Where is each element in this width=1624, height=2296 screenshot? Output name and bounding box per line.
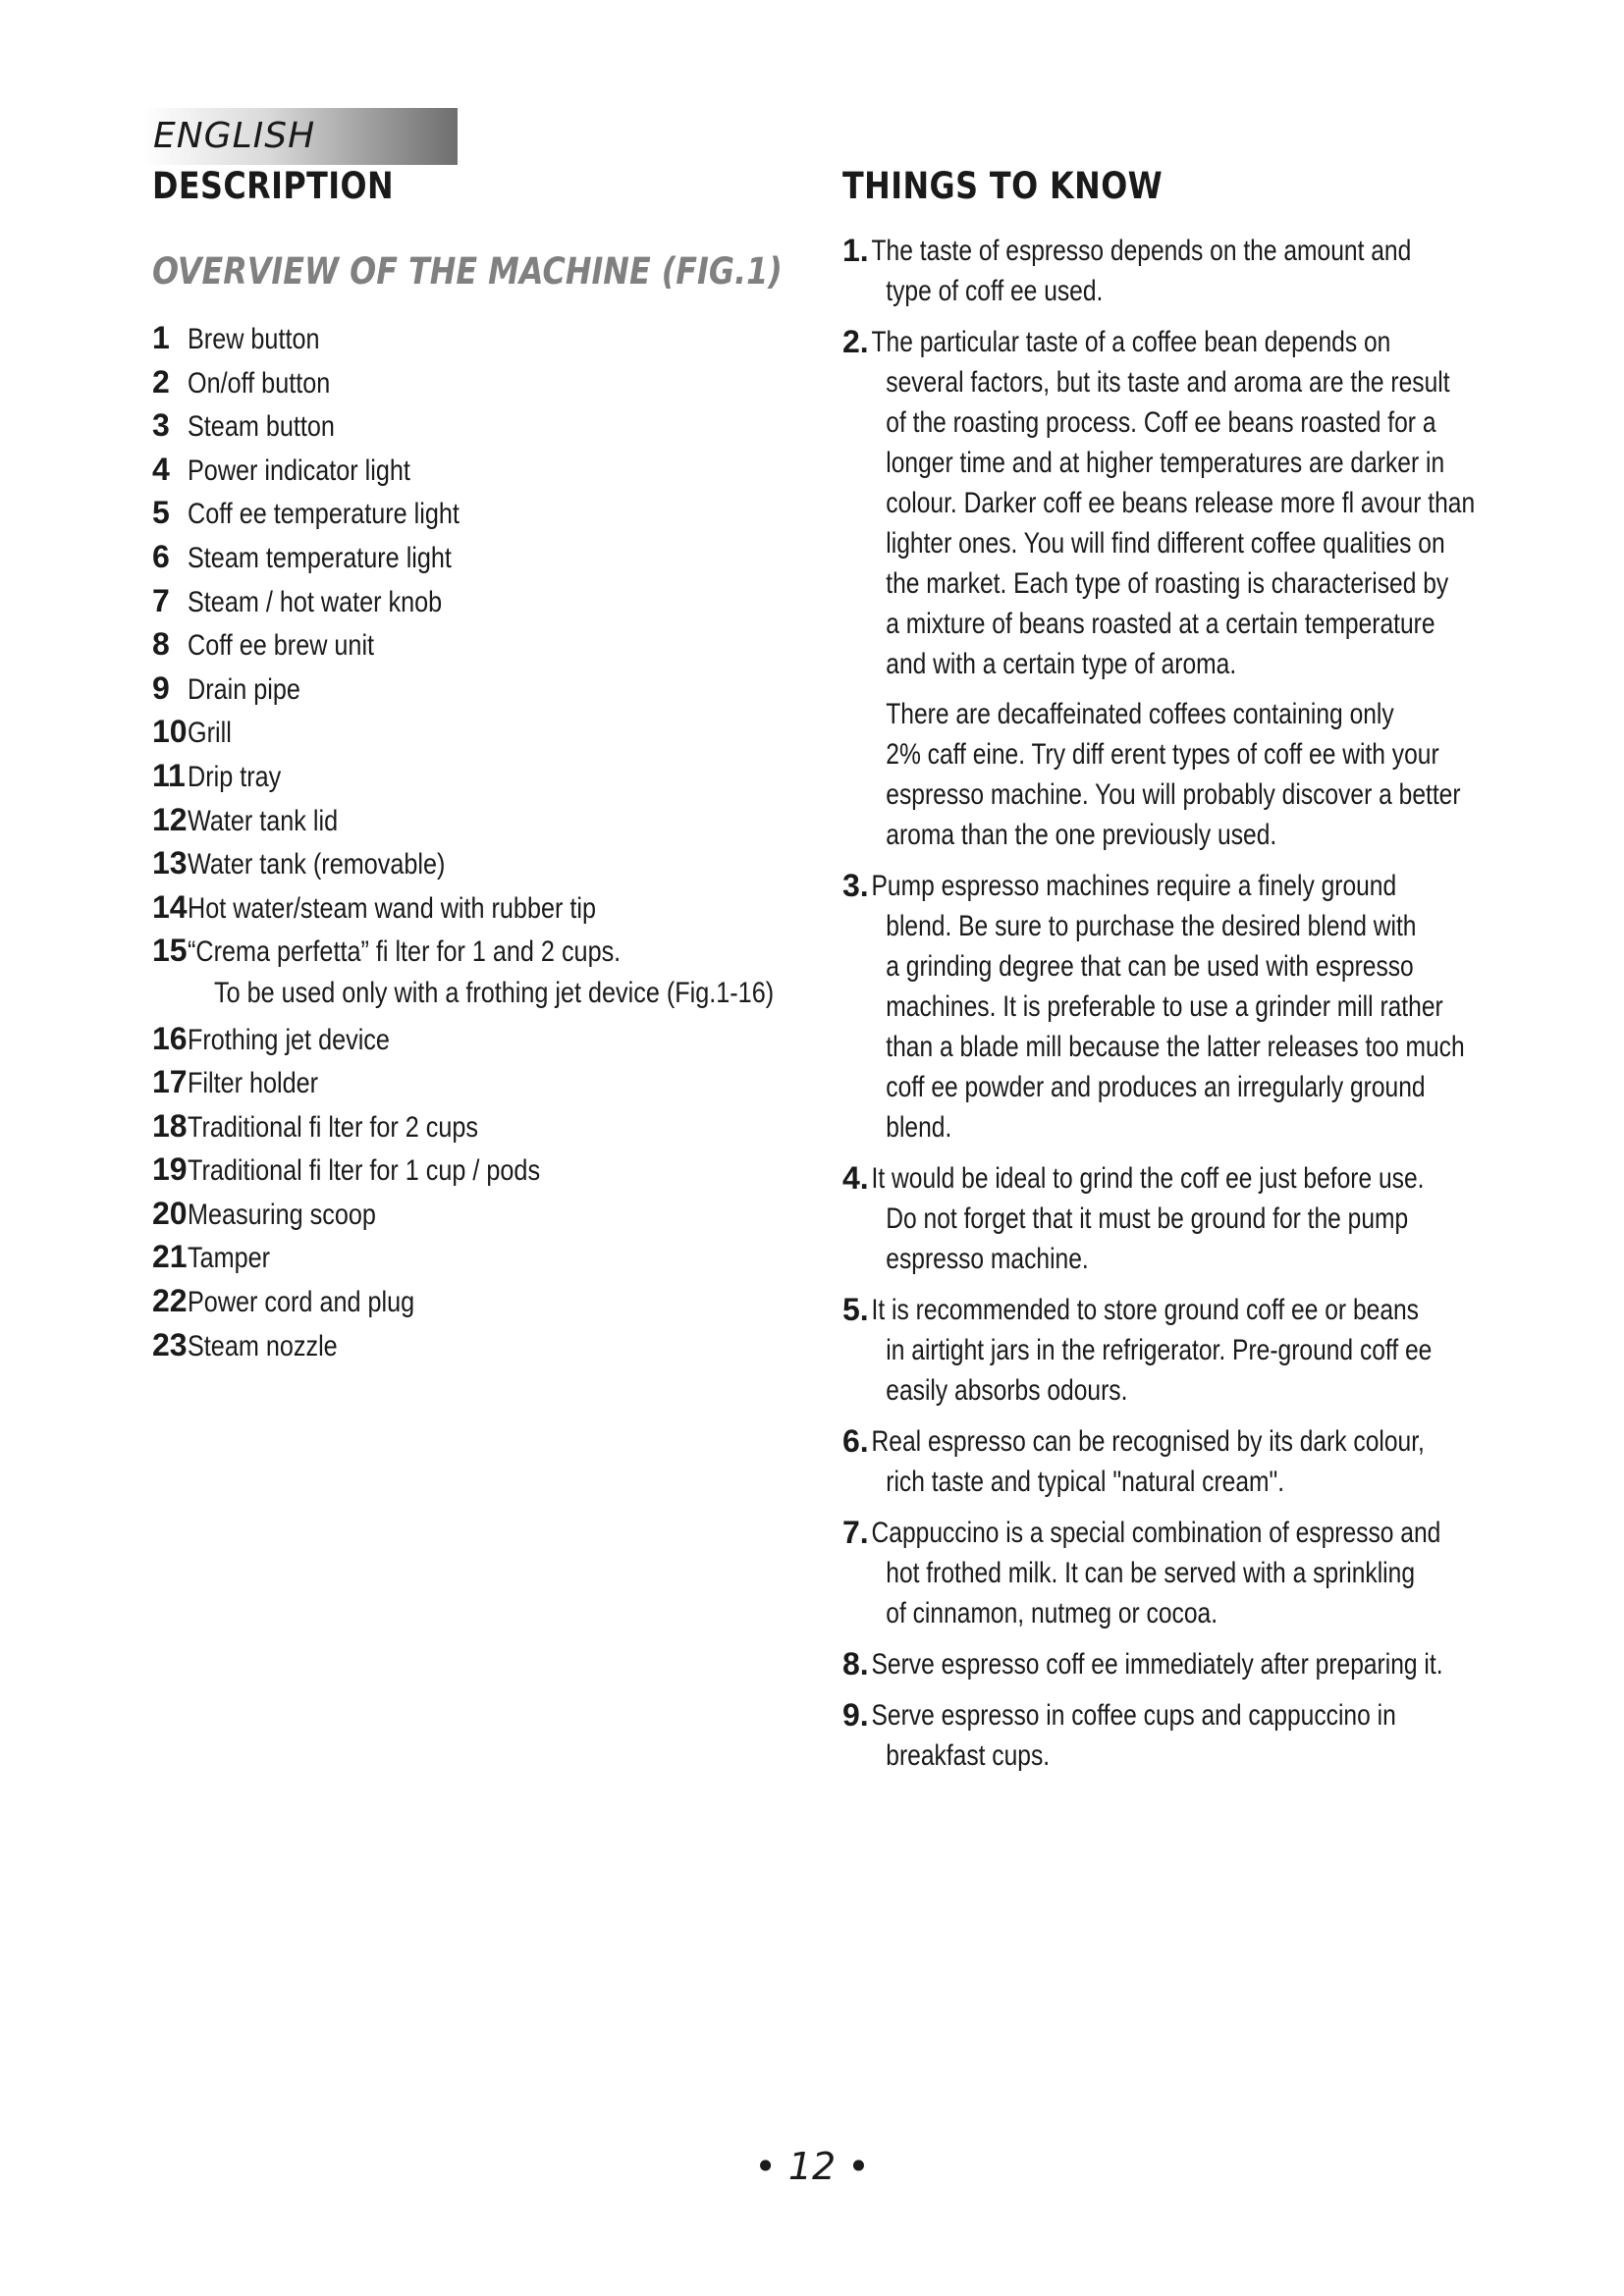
part-label: Water tank lid [188, 804, 339, 837]
part-item [152, 1108, 830, 1152]
part-item [152, 1327, 830, 1371]
part-item [152, 320, 830, 364]
tip-line: a mixture of beans roasted at a certain temperature [886, 608, 1435, 640]
description-section [152, 165, 830, 1370]
tip-line: It is recommended to store ground coff ee or beans [871, 1294, 1419, 1326]
tip-line: of cinnamon, nutmeg or cocoa. [886, 1597, 1218, 1629]
part-number: 20 [152, 1195, 188, 1231]
tip-line: The particular taste of a coffee bean depends on [871, 326, 1391, 358]
part-label: To be used only with a frothing jet device (Fig.1-16) [214, 976, 775, 1009]
tips-list [842, 231, 1589, 1776]
part-label: On/off button [188, 366, 331, 400]
tip-line: blend. [886, 1111, 952, 1144]
part-label: Power indicator light [188, 454, 410, 487]
part-number: 22 [152, 1283, 188, 1319]
part-note [152, 977, 830, 1021]
part-item [152, 539, 830, 583]
tip-line: machines. It is preferable to use a grinder mill rather [886, 990, 1443, 1023]
tip-line: type of coff ee used. [886, 275, 1104, 307]
tip-line: Pump espresso machines require a finely ground [871, 870, 1397, 902]
part-number: 5 [152, 495, 170, 531]
tip-line: coff ee powder and produces an irregularly ground [886, 1071, 1426, 1103]
tip-line: Real espresso can be recognised by its dark colour, [871, 1425, 1425, 1458]
part-number: 13 [152, 845, 188, 881]
tip-line: The taste of espresso depends on the amount and [871, 235, 1412, 267]
tip-number: 5. [842, 1292, 869, 1327]
tip-item [842, 1644, 1589, 1684]
part-number: 18 [152, 1107, 188, 1144]
tip-item [842, 1513, 1589, 1633]
tip-line: lighter ones. You will find different coffee qualities on [886, 527, 1445, 560]
things-to-know-section [842, 165, 1589, 1787]
part-item [152, 407, 830, 452]
tip-number: 1. [842, 233, 869, 268]
tip-number: 3. [842, 868, 869, 903]
part-label: Steam button [188, 410, 335, 444]
tip-item [842, 1421, 1589, 1502]
part-number: 10 [152, 714, 188, 750]
part-number: 12 [152, 801, 188, 837]
part-item [152, 364, 830, 408]
part-label: Grill [188, 717, 232, 750]
tip-line: easily absorbs odours. [886, 1374, 1128, 1407]
part-label: Filter holder [188, 1067, 319, 1100]
part-item [152, 714, 830, 758]
tip-line: several factors, but its taste and aroma are the result [886, 366, 1450, 399]
page-number: • 12 • [754, 2145, 870, 2188]
tip-number: 2. [842, 324, 869, 359]
part-number: 23 [152, 1326, 188, 1362]
tip-number: 9. [842, 1697, 869, 1733]
part-item [152, 933, 830, 977]
part-label: Water tank (removable) [188, 848, 446, 881]
tip-line: There are decaffeinated coffees containing only [886, 698, 1394, 730]
part-number: 16 [152, 1020, 188, 1056]
part-number: 14 [152, 888, 188, 925]
part-label: Frothing jet device [188, 1023, 390, 1056]
tip-line: 2% caff eine. Try diff erent types of coff ee with your [886, 738, 1439, 771]
part-label: Hot water/steam wand with rubber tip [188, 891, 596, 925]
parts-list [152, 320, 830, 1370]
language-tab [143, 108, 458, 165]
tip-line: aroma than the one previously used. [886, 819, 1277, 851]
tip-item [842, 322, 1589, 855]
tip-line: in airtight jars in the refrigerator. Pre-ground coff ee [886, 1334, 1433, 1366]
tip-line: Cappuccino is a special combination of espresso and [871, 1517, 1441, 1549]
tip-line: breakfast cups. [886, 1739, 1051, 1772]
tip-number: 7. [842, 1515, 869, 1550]
part-label: Coff ee temperature light [188, 498, 460, 531]
part-number: 17 [152, 1064, 188, 1100]
tip-line: espresso machine. [886, 1243, 1089, 1275]
tip-line: Serve espresso coff ee immediately after preparing it. [871, 1648, 1443, 1681]
part-number: 19 [152, 1151, 188, 1188]
tip-line: rich taste and typical "natural cream". [886, 1466, 1285, 1498]
part-item [152, 758, 830, 802]
tip-line: Do not forget that it must be ground for the pump [886, 1202, 1409, 1235]
part-label: Power cord and plug [188, 1286, 415, 1319]
tip-item [842, 231, 1589, 311]
part-label: Brew button [188, 323, 320, 355]
tip-number: 4. [842, 1160, 869, 1196]
part-item [152, 670, 830, 715]
part-item [152, 1239, 830, 1283]
tip-line: the market. Each type of roasting is characterised by [886, 567, 1449, 600]
part-label: Measuring scoop [188, 1198, 376, 1231]
description-heading: DESCRIPTION [152, 165, 395, 207]
language-label: ENGLISH [153, 116, 316, 156]
tip-line: espresso machine. You will probably discover a better [886, 778, 1461, 811]
part-label: Traditional fi lter for 2 cups [188, 1110, 478, 1144]
tip-number: 6. [842, 1423, 869, 1459]
tip-line: It would be ideal to grind the coff ee just before use. [871, 1162, 1425, 1195]
part-item [152, 495, 830, 539]
part-number: 15 [152, 933, 188, 969]
tip-item [842, 1158, 1589, 1279]
part-number: 1 [152, 320, 170, 355]
things-to-know-heading: THINGS TO KNOW [842, 165, 1164, 207]
part-item [152, 845, 830, 889]
part-number: 7 [152, 582, 170, 618]
tip-line: and with a certain type of aroma. [886, 648, 1237, 680]
part-number: 6 [152, 538, 170, 574]
part-item [152, 626, 830, 670]
part-item [152, 1283, 830, 1327]
tip-line: colour. Darker coff ee beans release more fl avour than [886, 487, 1476, 519]
tip-line: longer time and at higher temperatures are darker in [886, 447, 1445, 479]
overview-subheading: OVERVIEW OF THE MACHINE (FIG.1) [152, 250, 783, 293]
part-number: 9 [152, 669, 170, 706]
part-item [152, 889, 830, 934]
part-item [152, 1021, 830, 1065]
tip-number: 8. [842, 1646, 869, 1682]
tip-line: than a blade mill because the latter releases too much [886, 1031, 1465, 1063]
part-item [152, 452, 830, 496]
tip-item [842, 1290, 1589, 1411]
tip-item [842, 1695, 1589, 1776]
part-item [152, 583, 830, 627]
part-label: Coff ee brew unit [188, 629, 375, 663]
part-number: 8 [152, 626, 170, 663]
part-number: 3 [152, 407, 170, 444]
part-number: 21 [152, 1239, 188, 1275]
part-item [152, 1064, 830, 1108]
tip-line: of the roasting process. Coff ee beans roasted for a [886, 406, 1436, 439]
part-item [152, 802, 830, 846]
part-number: 4 [152, 451, 170, 487]
part-number: 2 [152, 363, 170, 400]
part-number: 11 [152, 757, 186, 793]
tip-line: hot frothed milk. It can be served with a sprinkling [886, 1557, 1416, 1589]
tip-line: a grinding degree that can be used with espresso [886, 950, 1414, 983]
part-item [152, 1196, 830, 1240]
tip-item [842, 866, 1589, 1148]
tip-line: blend. Be sure to purchase the desired blend with [886, 910, 1417, 942]
part-label: Steam temperature light [188, 541, 452, 574]
part-label: Drain pipe [188, 672, 300, 706]
part-label: Traditional fi lter for 1 cup / pods [188, 1154, 541, 1188]
part-label: “Crema perfetta” fi lter for 1 and 2 cups. [188, 935, 622, 969]
tip-line: Serve espresso in coffee cups and cappuccino in [871, 1699, 1396, 1732]
part-label: Drip tray [188, 760, 282, 793]
part-label: Tamper [188, 1242, 271, 1275]
part-item [152, 1151, 830, 1196]
tip-paragraph [842, 694, 1589, 855]
part-label: Steam nozzle [188, 1329, 338, 1362]
part-label: Steam / hot water knob [188, 585, 443, 618]
